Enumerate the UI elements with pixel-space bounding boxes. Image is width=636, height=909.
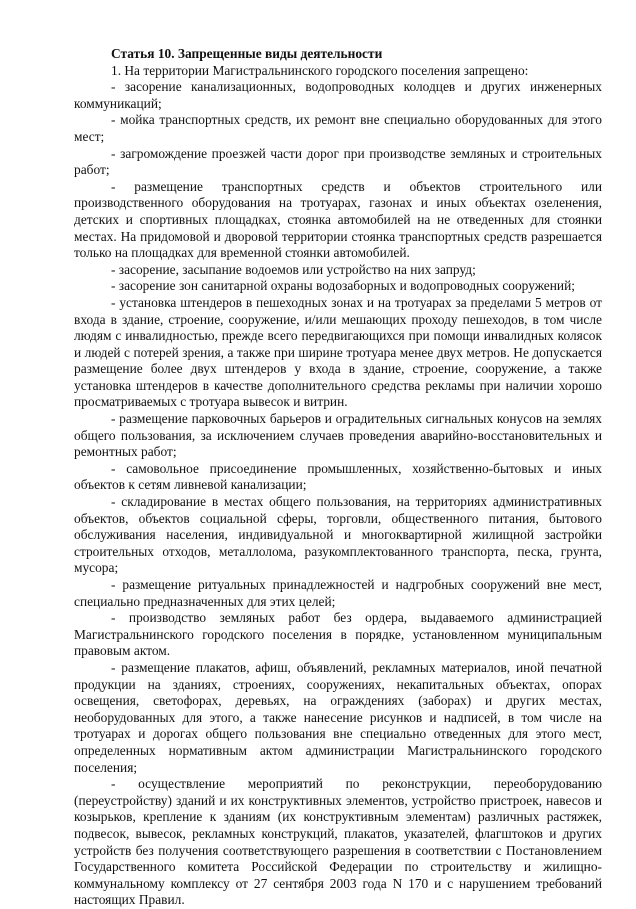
paragraph-item: - установка штендеров в пешеходных зонах и на тротуарах за пределами 5 метров от входа в здание, строение, сооружение, и/или мешающих проходу пешеходов, в том числе людям с инвалидностью, прежде всего передвигающихся при помощи инвалидных колясок и людей с потерей зрения, а также при ширине тротуара менее двух метров. Не допускается размещение более двух штендеров у входа в здание, строение, сооружение, а также установка штендеров в качестве дополнительного средства рекламы при наличии хорошо просматриваемых с тротуара вывесок и витрин.	[74, 294, 602, 410]
paragraph-item: - засорение, засыпание водоемов или устройство на них запруд;	[111, 261, 476, 277]
paragraph-item: - засорение зон санитарной охраны водозаборных и водопроводных сооружений;	[111, 278, 575, 294]
article-title: Статья 10. Запрещенные виды деятельности	[111, 46, 383, 61]
paragraph-item: - самовольное присоединение промышленных, хозяйственно-бытовых и иных объектов к сетям ливневой канализации;	[74, 460, 602, 493]
paragraph-item: - складирование в местах общего пользования, на территориях административных объектов, объектов социальной сферы, торговли, общественного питания, бытового обслуживания населения, индивидуальной и многоквартирной жилищной застройки строительных отходов, металлолома, разукомплектованного транспорта, песка, грунта, мусора;	[74, 494, 602, 576]
paragraph-item: - размещение плакатов, афиш, объявлений, рекламных материалов, иной печатной продукции на зданиях, строениях, сооружениях, некапитальных объектах, опорах освещения, светофорах, деревьях, на ограждениях (заборах) и других местах, необорудованных для этого, а также нанесение рисунков и надписей, в том числе на тротуарах и дорогах общего пользования вне специально отведенных для этого мест, определенных нормативным актом администрации Магистральнинского городского поселения;	[74, 659, 602, 775]
paragraph-item: - производство земляных работ без ордера, выдаваемого администрацией Магистральнинского городского поселения в порядке, установленном муниципальным правовым актом.	[74, 610, 602, 659]
paragraph-item: - мойка транспортных средств, их ремонт вне специально оборудованных для этого мест;	[74, 112, 602, 144]
paragraph-item: - размещение ритуальных принадлежностей и надгробных сооружений вне мест, специально предназначенных для этих целей;	[74, 577, 602, 609]
paragraph-item: - осуществление мероприятий по реконструкции, переоборудованию (переустройству) зданий и их конструктивных элементов, устройство пристроек, навесов и козырьков, крепление к зданиям (их конструктивным элементам) различных растяжек, подвесок, вывесок, рекламных конструкций, плакатов, указателей, флагштоков и других устройств без получения соответствующего разрешения в соответствии с Постановлением Государственного комитета Российской Федерации по строительству и жилищно-коммунальному комплексу от 27 сентября 2003 года N 170 и с нарушением требований настоящих Правил.	[74, 776, 602, 908]
paragraph-item: - размещение парковочных барьеров и оградительных сигнальных конусов на землях общего пользования, за исключением случаев проведения аварийно-восстановительных и ремонтных работ;	[74, 411, 602, 460]
paragraph-item: - загромождение проезжей части дорог при производстве земляных и строительных работ;	[74, 145, 602, 178]
paragraph-item: - засорение канализационных, водопроводных колодцев и других инженерных коммуникаций;	[74, 79, 602, 111]
paragraph-item: - размещение транспортных средств и объектов строительного или производственного оборудования на тротуарах, газонах и иных объектах озеленения, детских и спортивных площадках, стоянка автомобилей на не отведенных для стоянки местах. На придомовой и дворовой территории стоянка транспортных средств разрешается только на площадках для временной стоянки автомобилей.	[74, 178, 602, 261]
paragraph-intro: 1. На территории Магистральнинского городского поселения запрещено:	[111, 62, 529, 78]
document-page	[74, 46, 602, 909]
